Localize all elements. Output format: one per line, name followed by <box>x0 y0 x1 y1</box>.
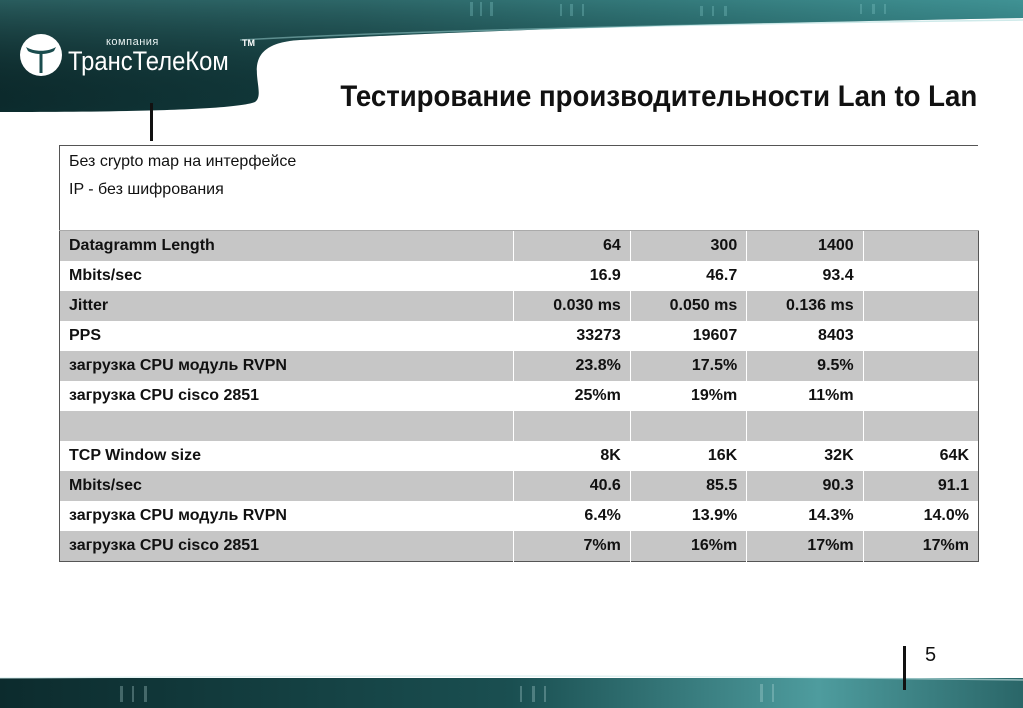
performance-table <box>59 145 979 562</box>
table-row <box>60 411 979 441</box>
row-value: 1400 <box>747 231 863 262</box>
title-accent-bar <box>150 103 153 141</box>
row-label: TCP Window size <box>60 441 514 471</box>
row-label: загрузка CPU cisco 2851 <box>60 531 514 562</box>
table-row <box>60 261 979 291</box>
row-value <box>863 381 978 411</box>
logo-trademark: TM <box>242 38 255 48</box>
row-value <box>863 411 978 441</box>
row-value: 23.8% <box>514 351 630 381</box>
row-value: 6.4% <box>514 501 630 531</box>
table-header-line-1: Без crypto map на интерфейсе <box>69 153 297 170</box>
footer-background <box>0 672 1023 708</box>
row-value: 25%m <box>514 381 630 411</box>
row-label: PPS <box>60 321 514 351</box>
row-value: 8K <box>514 441 630 471</box>
row-label: Datagramm Length <box>60 231 514 262</box>
row-value <box>863 291 978 321</box>
row-value: 19607 <box>630 321 746 351</box>
row-value: 64K <box>863 441 978 471</box>
row-value: 90.3 <box>747 471 863 501</box>
row-value: 40.6 <box>514 471 630 501</box>
row-value <box>863 351 978 381</box>
row-value: 16.9 <box>514 261 630 291</box>
table-row <box>60 321 979 351</box>
table-row <box>60 531 979 562</box>
row-value: 13.9% <box>630 501 746 531</box>
row-value: 14.3% <box>747 501 863 531</box>
row-value: 19%m <box>630 381 746 411</box>
row-value: 46.7 <box>630 261 746 291</box>
row-value: 17%m <box>747 531 863 562</box>
row-value: 0.136 ms <box>747 291 863 321</box>
table-header-line-2: IP - без шифрования <box>69 181 224 198</box>
table-row <box>60 441 979 471</box>
logo-emblem-icon <box>20 34 62 76</box>
row-value: 32K <box>747 441 863 471</box>
row-value: 11%m <box>747 381 863 411</box>
row-value: 300 <box>630 231 746 262</box>
table-row <box>60 471 979 501</box>
row-value: 17%m <box>863 531 978 562</box>
footer-banner <box>0 672 1023 708</box>
row-value: 9.5% <box>747 351 863 381</box>
row-label: Mbits/sec <box>60 261 514 291</box>
row-value: 0.030 ms <box>514 291 630 321</box>
row-value: 85.5 <box>630 471 746 501</box>
table-row <box>60 231 979 262</box>
logo-emblem <box>20 34 62 76</box>
row-value: 14.0% <box>863 501 978 531</box>
row-value <box>747 411 863 441</box>
row-label <box>60 411 514 441</box>
row-value <box>863 321 978 351</box>
row-label: загрузка CPU модуль RVPN <box>60 501 514 531</box>
logo-wordmark: ТрансТелеКом <box>68 46 229 76</box>
row-label: Jitter <box>60 291 514 321</box>
table-row <box>60 381 979 411</box>
row-value <box>863 261 978 291</box>
row-value: 91.1 <box>863 471 978 501</box>
row-label: Mbits/sec <box>60 471 514 501</box>
page-number-accent-bar <box>903 646 906 690</box>
page-number: 5 <box>925 644 937 666</box>
row-value: 8403 <box>747 321 863 351</box>
row-value <box>514 411 630 441</box>
row-value: 0.050 ms <box>630 291 746 321</box>
table-row <box>60 501 979 531</box>
table-row <box>60 351 979 381</box>
row-value: 16K <box>630 441 746 471</box>
row-value <box>863 231 978 262</box>
row-value: 17.5% <box>630 351 746 381</box>
row-value: 64 <box>514 231 630 262</box>
row-label: загрузка CPU cisco 2851 <box>60 381 514 411</box>
row-value <box>630 411 746 441</box>
company-logo <box>20 30 260 82</box>
row-label: загрузка CPU модуль RVPN <box>60 351 514 381</box>
table-header-cell <box>60 146 979 231</box>
slide-title: Тестирование производительности Lan to Lan <box>340 80 977 113</box>
table-header-row <box>60 146 979 231</box>
table-row <box>60 291 979 321</box>
row-value: 33273 <box>514 321 630 351</box>
logo-subtitle: компания <box>106 36 159 48</box>
row-value: 16%m <box>630 531 746 562</box>
row-value: 93.4 <box>747 261 863 291</box>
row-value: 7%m <box>514 531 630 562</box>
